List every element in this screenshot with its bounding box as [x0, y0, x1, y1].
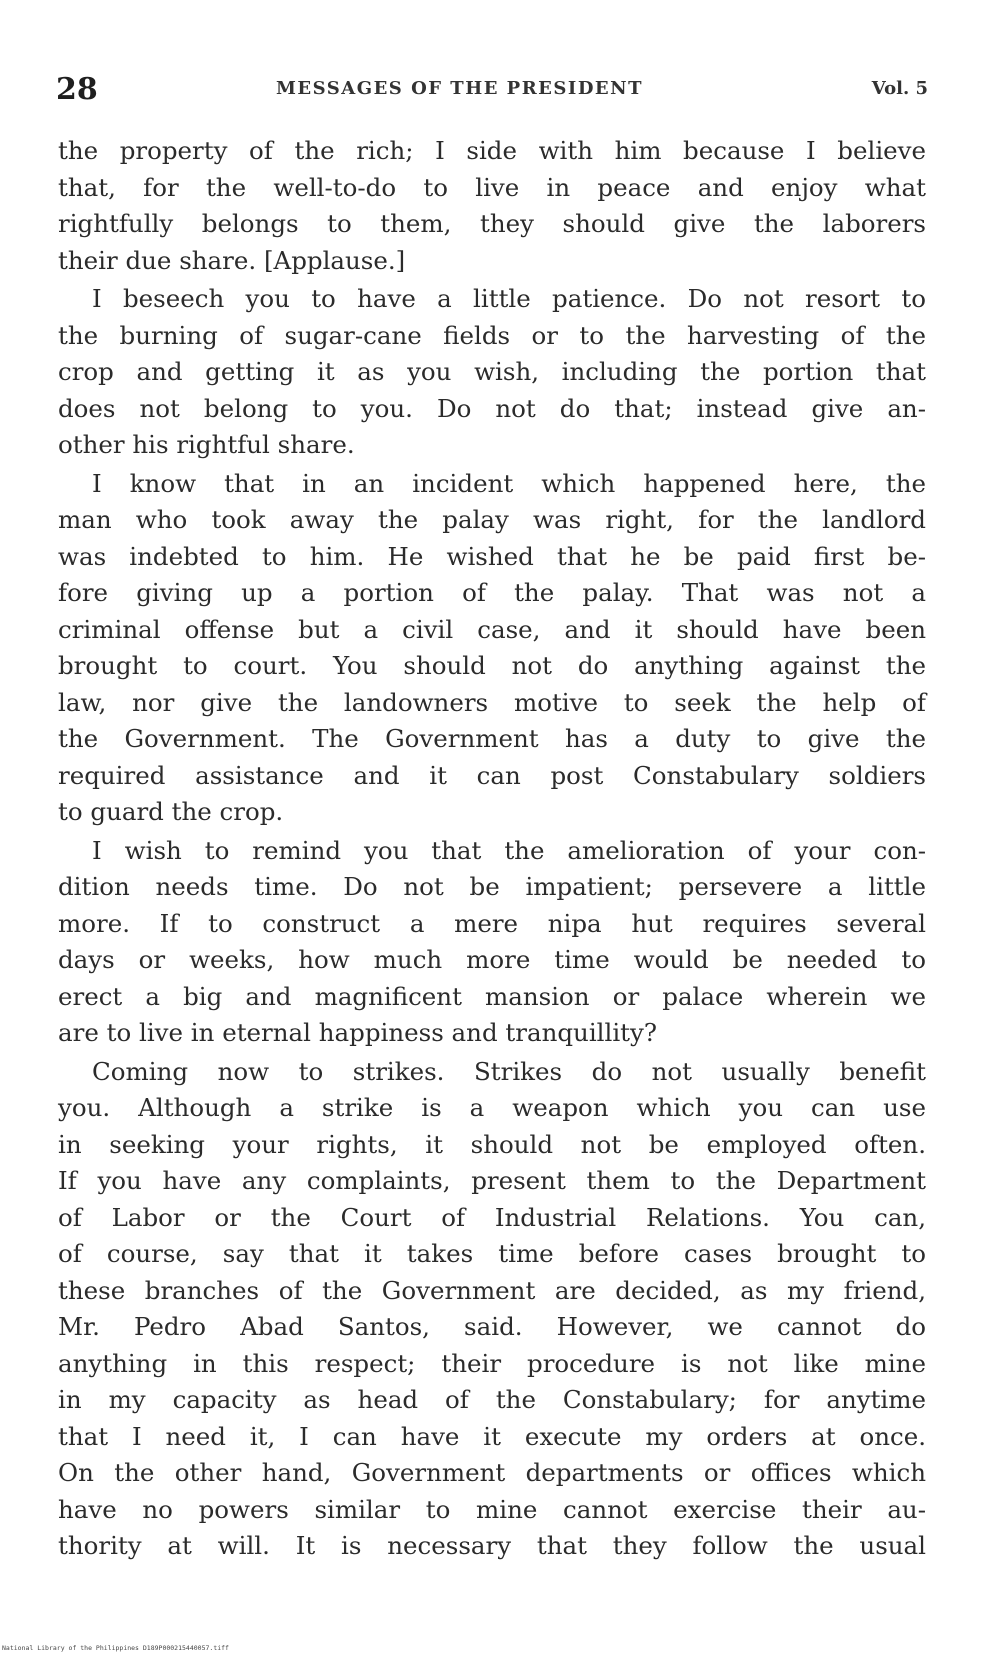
- text-line: fore giving up a portion of the palay. That was not a: [58, 578, 926, 607]
- scan-footer-note: National Library of the Philippines D189P000215440057.tiff: [2, 1644, 229, 1652]
- text-line: the property of the rich; I side with him because I believe: [58, 136, 926, 165]
- text-line: required assistance and it can post Constabulary soldiers: [58, 760, 926, 790]
- text-line: does not belong to you. Do not do that; instead give an-: [58, 393, 926, 423]
- text-line: erect a big and magnificent mansion or palace wherein we: [58, 981, 926, 1011]
- text-line: in seeking your rights, it should not be employed often.: [58, 1129, 926, 1159]
- text-line: the Government. The Government has a duty to give the: [58, 724, 926, 753]
- text-line: I know that in an incident which happened here, the: [92, 468, 926, 498]
- text-line: anything in this respect; their procedure is not like mine: [58, 1348, 926, 1378]
- text-line: of Labor or the Court of Industrial Relations. You can,: [58, 1202, 926, 1232]
- text-line: that, for the well-to-do to live in peace and enjoy what: [58, 172, 926, 202]
- text-line: dition needs time. Do not be impatient; persevere a little: [58, 872, 926, 901]
- text-line: in my capacity as head of the Constabulary; for anytime: [58, 1385, 926, 1414]
- text-line: man who took away the palay was right, for the landlord: [58, 505, 926, 534]
- text-line: have no powers similar to mine cannot exercise their au-: [58, 1494, 926, 1524]
- text-line: thority at will. It is necessary that they follow the usual: [58, 1531, 926, 1560]
- volume-label: Vol. 5: [871, 78, 928, 99]
- page-header: [56, 70, 928, 120]
- text-line: On the other hand, Government departments or offices which: [58, 1458, 926, 1487]
- text-line: I beseech you to have a little patience. Do not resort to: [92, 284, 926, 313]
- text-line: rightfully belongs to them, they should give the laborers: [58, 209, 926, 238]
- text-line: days or weeks, how much more time would be needed to: [58, 945, 926, 974]
- text-line: the burning of sugar-cane fields or to the harvesting of the: [58, 320, 926, 350]
- text-line: their due share. [Applause.]: [58, 245, 406, 275]
- text-line: of course, say that it takes time before cases brought to: [58, 1239, 926, 1268]
- text-line: was indebted to him. He wished that he be paid first be-: [58, 541, 926, 571]
- text-line: I wish to remind you that the amelioration of your con-: [92, 835, 926, 865]
- page-number: 28: [56, 72, 98, 107]
- text-line: crop and getting it as you wish, including the portion that: [58, 357, 926, 386]
- text-line: to guard the crop.: [58, 797, 284, 826]
- body-text: [58, 133, 926, 1565]
- text-line: If you have any complaints, present them to the Department: [58, 1166, 926, 1195]
- text-line: these branches of the Government are decided, as my friend,: [58, 1275, 926, 1305]
- text-line: other his rightful share.: [58, 430, 355, 459]
- text-line: you. Although a strike is a weapon which you can use: [58, 1093, 926, 1122]
- text-line: that I need it, I can have it execute my orders at once.: [58, 1421, 926, 1451]
- text-line: brought to court. You should not do anything against the: [58, 651, 926, 680]
- text-line: Mr. Pedro Abad Santos, said. However, we cannot do: [58, 1312, 926, 1341]
- text-line: criminal offense but a civil case, and it should have been: [58, 614, 926, 644]
- text-line: Coming now to strikes. Strikes do not usually benefit: [92, 1056, 926, 1086]
- running-head: MESSAGES OF THE PRESIDENT: [276, 78, 643, 99]
- text-line: more. If to construct a mere nipa hut requires several: [58, 908, 926, 938]
- text-line: are to live in eternal happiness and tranquillity?: [58, 1018, 657, 1047]
- text-line: law, nor give the landowners motive to seek the help of: [58, 687, 926, 717]
